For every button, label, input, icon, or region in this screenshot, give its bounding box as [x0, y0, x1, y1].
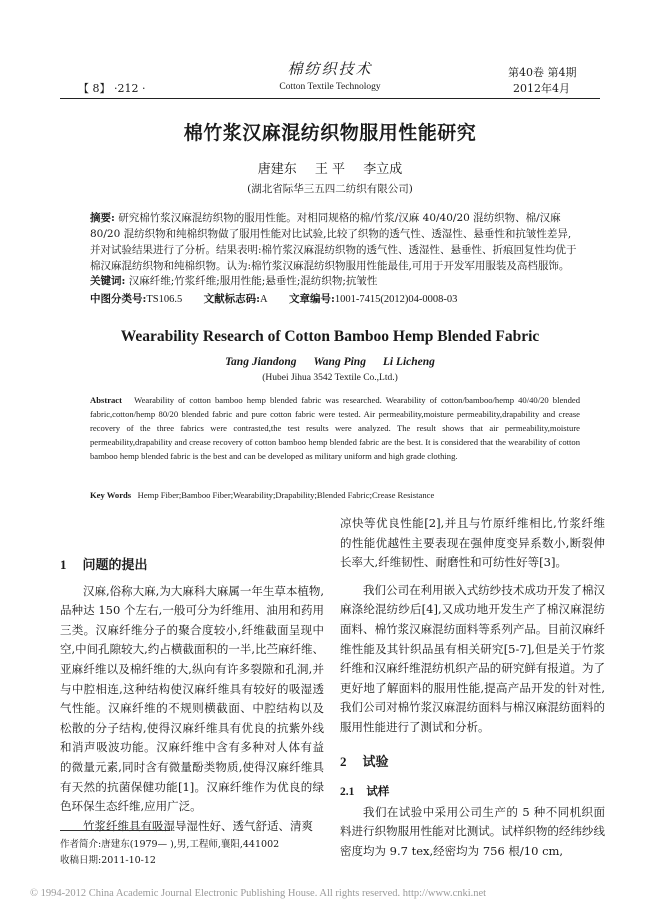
authors-cn: [60, 158, 600, 177]
section-heading: 1 问题的提出: [60, 557, 148, 573]
body-paragraph: 我们在试验中采用公司生产的 5 种不同机织面料进行织物服用性能对比测试。试样织物的经纬纱线密度均为 9.7 tex,经密均为 756 根/10 cm,: [340, 804, 605, 858]
affiliation-cn: (湖北省际华三五四二纺织有限公司): [247, 183, 413, 195]
copyright-line: © 1994-2012 China Academic Journal Electronic Publishing House. All rights reserved. http://www.cnki.net: [30, 888, 487, 899]
abstract-cn-label: 摘要:: [90, 212, 115, 224]
journal-title-en: Cotton Textile Technology: [279, 82, 381, 92]
clc-number: 中图分类号:TS106.5: [90, 293, 183, 305]
abstract-cn-text: 研究棉竹浆汉麻混纺织物的服用性能。对相同规格的棉/竹浆/汉麻 40/40/20 混纺织物、棉/汉麻 80/20 混纺织物和纯棉织物做了服用性能对比试验,比较了织物的透气性、透湿性、悬垂性和抗皱性差异,并对试验结果进行了分析。结果表明:棉竹浆汉麻混纺织物的透气性、透湿性、悬垂性、折痕回复性均优于棉汉麻混纺织物和纯棉织物。认为:棉竹浆汉麻混纺织物服用性能最佳,可用于开发军用服装及高档服饰。: [90, 212, 577, 272]
body-paragraph: 竹浆纤维具有吸湿导湿性好、透气舒适、清爽: [83, 818, 313, 833]
abstract-en-text: Wearability of cotton bamboo hemp blended fabric was researched. Wearability of cotton/bamboo/hemp 40/40/20 blended fabric,cotton/hemp 80/20 blended fabric and pure cotton fabric were tested. Air permeability,moisture permeability,drapability and crease recovery of the three fabrics were contrasted,the test results were analyzed. The result shows that air permeability,moisture permeability,drapability and crease recovery of cotton bamboo hemp blended fabric are the best. It is considered that the wearability of cotton bamboo hemp blended fabric is the best and can be developed as military uniform and high grade clothing.: [90, 395, 580, 461]
author-en: Wang Ping: [313, 356, 366, 368]
body-paragraph: 我们公司在利用嵌入式纺纱技术成功开发了棉汉麻涤纶混纺纱后[4],又成功地开发生产了棉汉麻混纺面料、棉竹浆汉麻混纺面料等系列产品。目前汉麻纤维性能及其针织品虽有相关研究[5-7],但是关于竹浆纤维和汉麻纤维混纺机织产品的研究鲜有报道。为了更好地了解面料的服用性能,提高产品开发的针对性,我们公司对棉竹浆汉麻混纺面料与棉汉麻混纺面料的服用性能进行了测试和分析。: [340, 582, 605, 734]
keywords-cn-text: 汉麻纤维;竹浆纤维;服用性能;悬垂性;混纺织物;抗皱性: [128, 275, 378, 287]
affiliation-en: (Hubei Jihua 3542 Textile Co.,Ltd.): [262, 373, 398, 383]
authors-en: [60, 356, 600, 368]
keywords-en-label: Key Words: [90, 490, 132, 500]
classification-line: [90, 291, 580, 308]
issue-date: 2012年4月: [513, 82, 570, 95]
document-code: 文献标志码:A: [203, 293, 268, 305]
received-date-footnote: 收稿日期:2011-10-12: [60, 855, 156, 866]
footnote-rule: [60, 830, 170, 831]
author-bio-footnote: 作者简介:唐建东(1979— ),男,工程师,襄阳,441002: [60, 839, 280, 850]
keywords-cn: [90, 273, 580, 289]
body-paragraph: 汉麻,俗称大麻,为大麻科大麻属一年生草本植物,品种达 150 个左右,一般可分为纤维用、油用和药用三类。汉麻纤维分子的聚合度较小,纤维截面呈现中空,中间孔隙较大,约占横截面积的一半,比苎麻纤维、亚麻纤维以及棉纤维的大,纵向有许多裂隙和孔洞,并与中腔相连,这种结构使汉麻纤维具有较好的吸湿透气性能。汉麻纤维的不规则横截面、中腔结构以及松散的分子结构,使得汉麻纤维具有优良的抗紫外线和消声吸波功能。汉麻纤维中含有多种对人体有益的微量元素,同时含有微量酚类物质,使得汉麻纤维具有天然的抗菌保健功能[1]。汉麻纤维作为优良的绿色环保生态纤维,应用广泛。: [60, 583, 324, 814]
abstract-en: [90, 393, 580, 463]
paper-title-en: Wearability Research of Cotton Bamboo Hemp Blended Fabric: [120, 328, 540, 345]
paper-title-cn: 棉竹浆汉麻混纺织物服用性能研究: [183, 122, 477, 144]
page-number: 【 8】 ·212 ·: [78, 82, 146, 95]
keywords-cn-label: 关键词:: [90, 275, 126, 287]
header-rule: [60, 98, 600, 99]
author-en: Tang Jiandong: [225, 356, 297, 368]
abstract-en-label: Abstract: [90, 395, 122, 405]
author-cn: 唐建东: [257, 162, 297, 177]
section-heading: 2 试验: [340, 753, 389, 770]
body-column-right: [340, 514, 605, 862]
author-cn: 李立成: [363, 162, 403, 177]
body-column-left: [60, 555, 324, 836]
volume-issue: 第40卷 第4期: [508, 66, 577, 79]
journal-title-cn: 棉纺织技术: [287, 60, 373, 78]
author-cn: 王 平: [314, 162, 346, 177]
body-paragraph: 凉快等优良性能[2],并且与竹原纤维相比,竹浆纤维的性能优越性主要表现在强伸度变异系数小,断裂伸长率大,纤维韧性、耐磨性和可纺性好等[3]。: [340, 516, 605, 570]
keywords-en: [90, 488, 580, 502]
article-number: 文章编号:1001-7415(2012)04-0008-03: [288, 293, 458, 305]
author-en: Li Licheng: [382, 356, 435, 368]
abstract-cn: [90, 210, 580, 274]
keywords-en-text: Hemp Fiber;Bamboo Fiber;Wearability;Drapability;Blended Fabric;Crease Resistance: [137, 490, 435, 500]
subsection-heading: 2.1 试样: [340, 784, 390, 799]
